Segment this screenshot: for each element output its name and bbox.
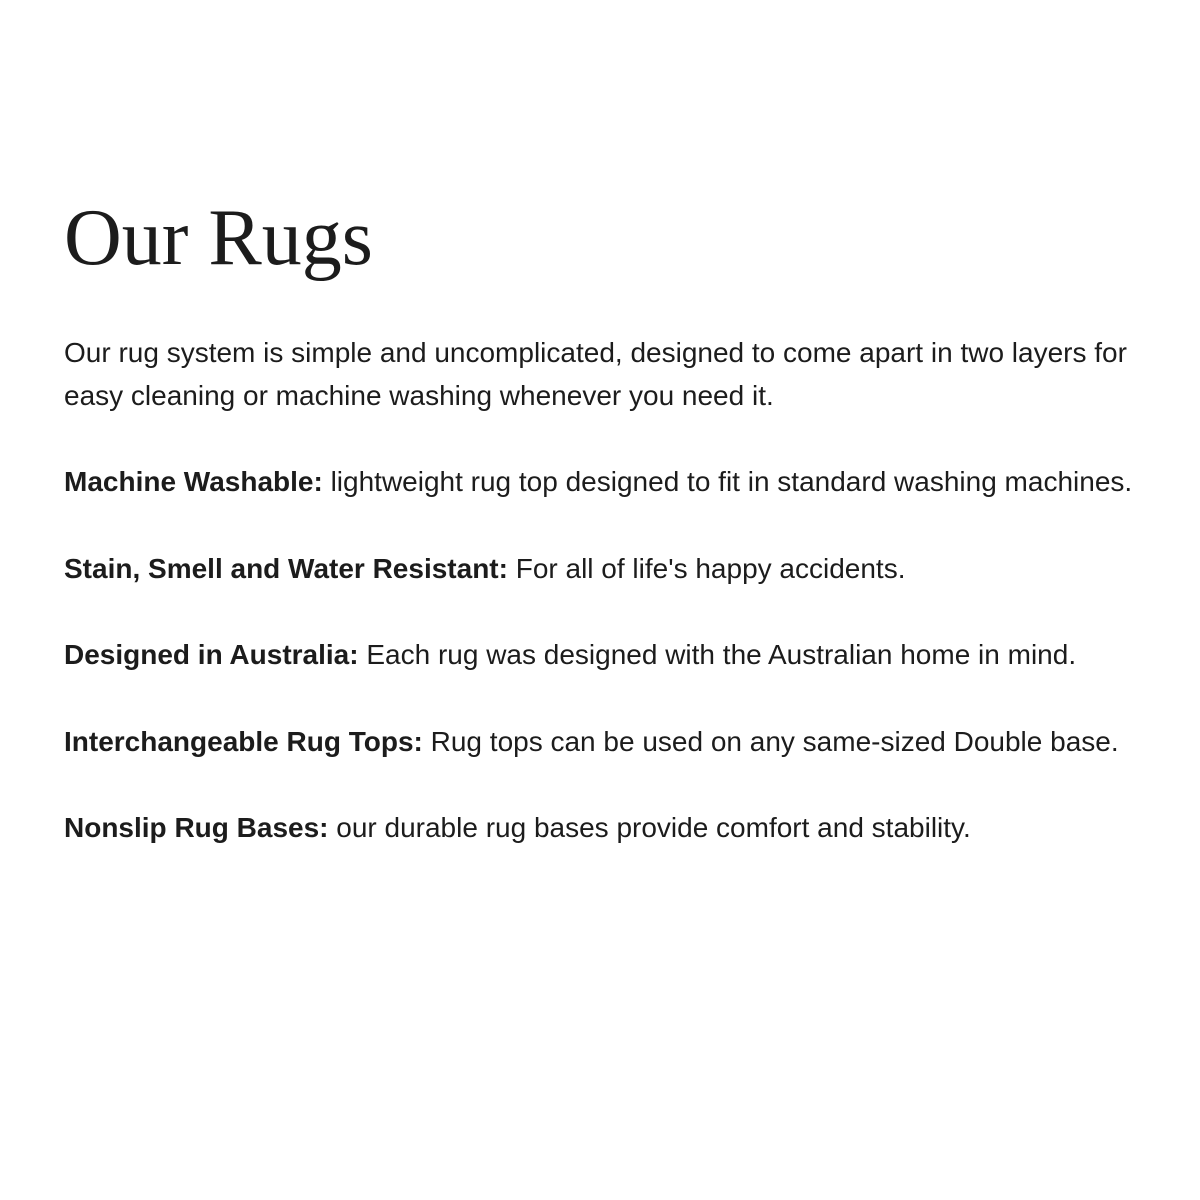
feature-text: Each rug was designed with the Australian home in mind. [358,639,1077,671]
feature-designed-in-australia [64,634,1140,677]
feature-nonslip-rug-bases [64,807,1140,850]
content-column [64,196,1140,850]
feature-stain-resistant [64,548,1140,591]
feature-label: Machine Washable: [64,466,323,498]
intro-paragraph: Our rug system is simple and uncomplicated, designed to come apart in two layers for easy cleaning or machine washing whenever you need it. [64,337,1127,411]
feature-text: Rug tops can be used on any same-sized Double base. [422,725,1119,757]
feature-interchangeable-rug-tops [64,721,1140,764]
feature-label: Designed in Australia: [64,639,359,671]
feature-label: Nonslip Rug Bases: [64,812,329,844]
feature-text: For all of life's happy accidents. [507,552,906,584]
feature-machine-washable [64,461,1140,504]
page-title: Our Rugs [64,194,373,282]
feature-text: our durable rug bases provide comfort and stability. [328,812,971,844]
feature-label: Interchangeable Rug Tops: [64,725,423,757]
feature-text: lightweight rug top designed to fit in standard washing machines. [322,466,1133,498]
feature-label: Stain, Smell and Water Resistant: [64,552,508,584]
